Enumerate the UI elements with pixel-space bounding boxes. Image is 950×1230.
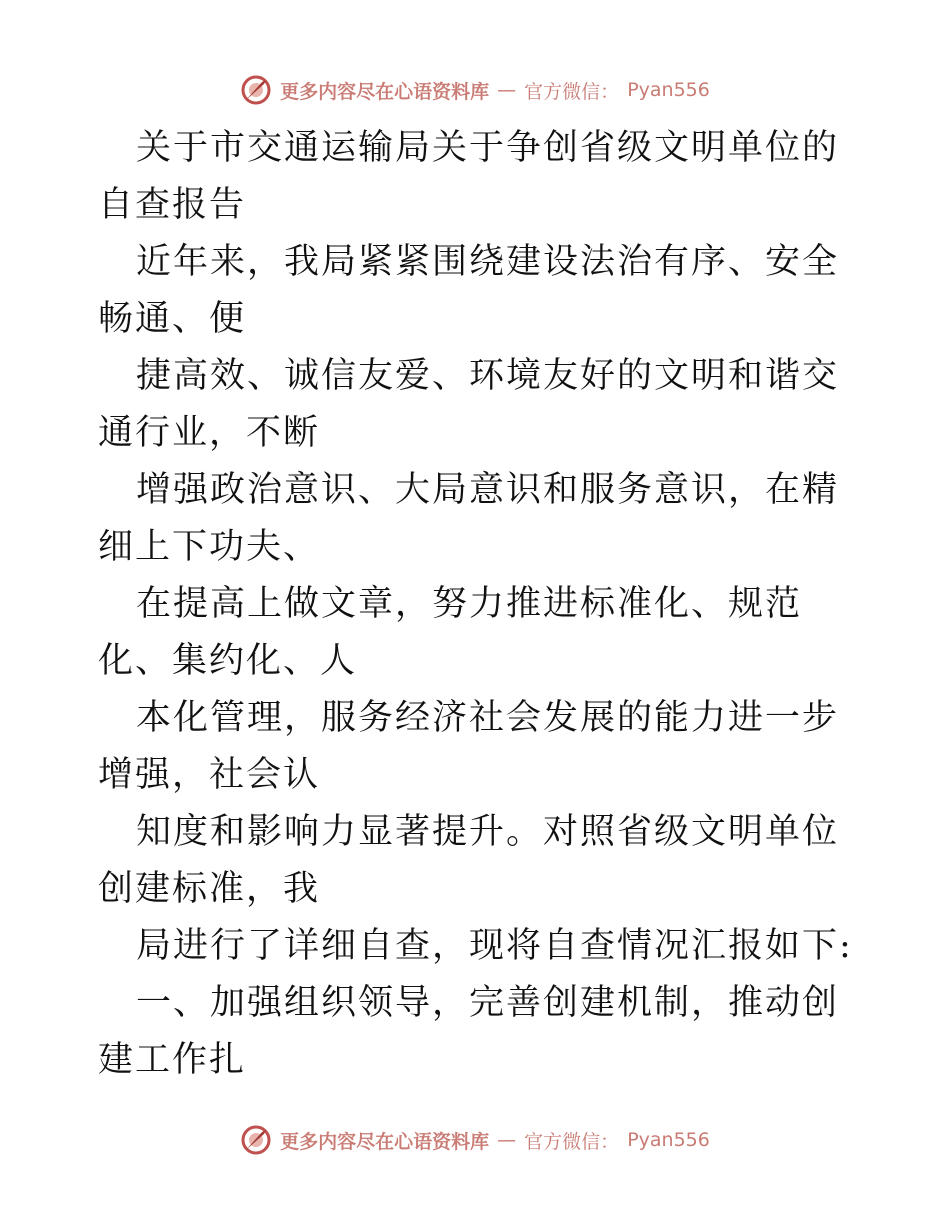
watermark-sub-text: 官方微信： <box>524 80 620 103</box>
watermark-id: Pyan556 <box>627 1129 710 1151</box>
paragraph-4: 在提高上做文章，努力推进标准化、规范化、集约化、人 <box>98 584 803 681</box>
paragraph-6: 知度和影响力显著提升。对照省级文明单位创建标准，我 <box>98 812 840 909</box>
watermark-header <box>0 70 950 110</box>
watermark-dash: — <box>497 79 517 101</box>
watermark-id: Pyan556 <box>627 79 710 101</box>
paragraph-1: 近年来，我局紧紧围绕建设法治有序、安全畅通、便 <box>98 242 840 339</box>
paragraph-3: 增强政治意识、大局意识和服务意识，在精细上下功夫、 <box>98 470 840 567</box>
paragraph-2: 捷高效、诚信友爱、环境友好的文明和谐交通行业，不断 <box>98 356 840 453</box>
paragraph-7: 局进行了详细自查，现将自查情况汇报如下: <box>136 926 853 966</box>
watermark-sub-text: 官方微信： <box>524 1130 620 1153</box>
paragraph-8: 一、加强组织领导，完善创建机制，推动创建工作扎 <box>98 983 840 1080</box>
paragraph-5: 本化管理，服务经济社会发展的能力进一步增强，社会认 <box>98 698 840 795</box>
watermark-main-text: 更多内容尽在心语资料库 <box>280 1130 490 1153</box>
doc-title: 关于市交通运输局关于争创省级文明单位的自查报告 <box>98 128 840 225</box>
watermark-footer <box>0 1120 950 1160</box>
watermark-dash: — <box>497 1129 517 1151</box>
quill-logo-icon <box>240 1124 272 1156</box>
document-body <box>98 120 858 1089</box>
watermark-main-text: 更多内容尽在心语资料库 <box>280 80 490 103</box>
quill-logo-icon <box>240 74 272 106</box>
